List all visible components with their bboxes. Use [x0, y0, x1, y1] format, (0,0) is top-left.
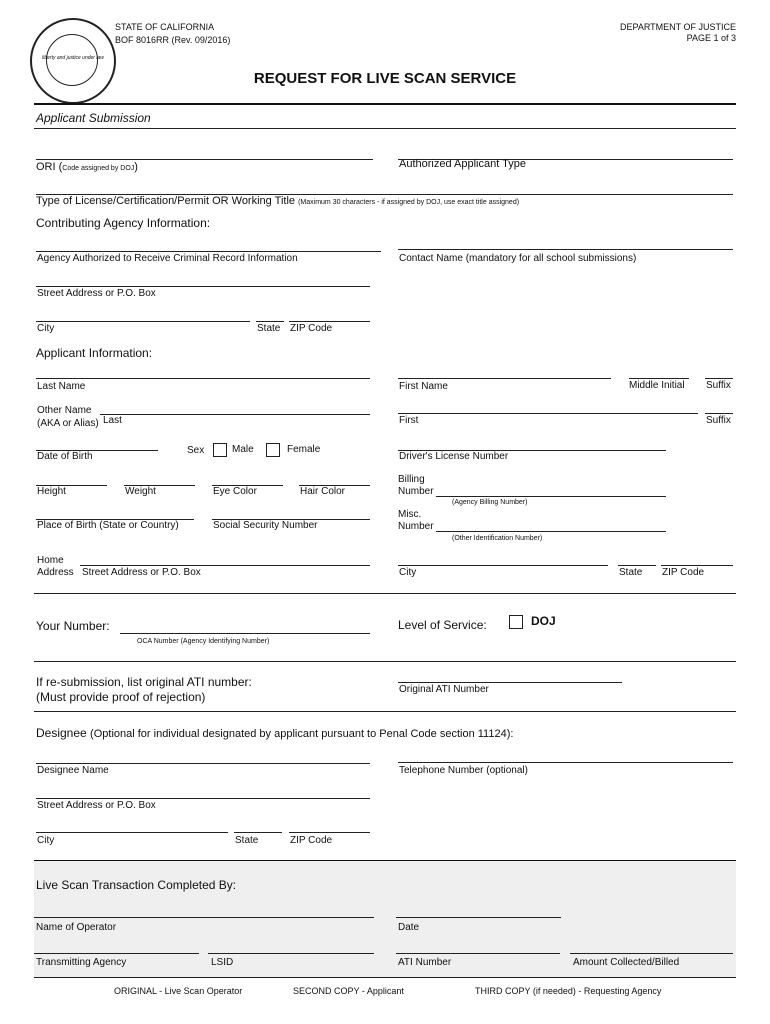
- ori-label: ORI (Code assigned by DOJ): [36, 161, 138, 173]
- billing-label-2: Number: [398, 486, 434, 497]
- footer-third-copy: THIRD COPY (if needed) - Requesting Agency: [475, 986, 662, 996]
- form-number: BOF 8016RR (Rev. 09/2016): [115, 35, 231, 45]
- height-label: Height: [37, 486, 66, 497]
- male-label: Male: [232, 444, 254, 455]
- designee-state-field[interactable]: [234, 832, 282, 833]
- transmitting-agency-label: Transmitting Agency: [36, 957, 127, 968]
- doj-checkbox[interactable]: [509, 615, 523, 629]
- agency-state-label: State: [257, 323, 281, 334]
- suffix-field[interactable]: [705, 378, 733, 379]
- live-scan-heading: Live Scan Transaction Completed By:: [36, 878, 237, 892]
- oca-note: OCA Number (Agency Identifying Number): [137, 638, 270, 645]
- home-city-field[interactable]: [398, 565, 608, 566]
- designee-street-label: Street Address or P.O. Box: [37, 800, 156, 811]
- lsid-label: LSID: [211, 957, 234, 968]
- home-zip-label: ZIP Code: [662, 567, 705, 578]
- agency-city-field[interactable]: [36, 321, 250, 322]
- misc-label: Misc.: [398, 509, 422, 520]
- designee-zip-label: ZIP Code: [290, 835, 333, 846]
- contact-field[interactable]: [398, 249, 733, 250]
- home-state-field[interactable]: [618, 565, 656, 566]
- aka-first-label: First: [399, 415, 419, 426]
- home-street-label: Street Address or P.O. Box: [82, 567, 201, 578]
- footer-second-copy: SECOND COPY - Applicant: [293, 986, 404, 996]
- agency-label: Agency Authorized to Receive Criminal Record Information: [37, 253, 298, 264]
- first-name-label: First Name: [399, 381, 448, 392]
- ori-field[interactable]: [36, 159, 373, 160]
- agency-state-field[interactable]: [256, 321, 284, 322]
- section-applicant-submission: Applicant Submission: [36, 111, 151, 125]
- designee-phone-label: Telephone Number (optional): [399, 765, 528, 776]
- aka-suffix-field[interactable]: [705, 413, 733, 414]
- agency-field[interactable]: [36, 251, 381, 252]
- operator-field[interactable]: [34, 917, 374, 918]
- ssn-label: Social Security Number: [213, 520, 318, 531]
- eye-color-label: Eye Color: [213, 486, 257, 497]
- footer-original: ORIGINAL - Live Scan Operator: [114, 986, 243, 996]
- middle-initial-label: Middle Initial: [629, 380, 685, 391]
- middle-initial-field[interactable]: [629, 378, 689, 379]
- agency-street-label: Street Address or P.O. Box: [37, 288, 156, 299]
- page-label: PAGE 1 of 3: [686, 33, 736, 43]
- divider: [34, 977, 736, 978]
- divider: [34, 593, 736, 594]
- divider: [34, 103, 736, 105]
- female-label: Female: [287, 444, 321, 455]
- aka-first-field[interactable]: [398, 413, 698, 414]
- agency-zip-field[interactable]: [289, 321, 370, 322]
- drivers-license-label: Driver's License Number: [399, 451, 509, 462]
- oca-number-field[interactable]: [120, 633, 370, 634]
- doj-label: DOJ: [531, 614, 556, 628]
- suffix-label: Suffix: [706, 380, 731, 391]
- aka-last-field[interactable]: [100, 414, 370, 415]
- section-contributing-agency: Contributing Agency Information:: [36, 216, 211, 230]
- home-street-field[interactable]: [80, 565, 370, 566]
- resubmission-label: If re-submission, list original ATI number:: [36, 675, 252, 689]
- divider: [34, 711, 736, 712]
- home-zip-field[interactable]: [661, 565, 733, 566]
- transmitting-agency-field[interactable]: [34, 953, 199, 954]
- state-label: STATE OF CALIFORNIA: [115, 22, 215, 32]
- divider: [34, 128, 736, 129]
- home-state-label: State: [619, 567, 643, 578]
- aka-last-label: Last: [103, 415, 122, 426]
- original-ati-label: Original ATI Number: [399, 684, 489, 695]
- level-of-service-label: Level of Service:: [398, 618, 487, 632]
- misc-label-2: Number: [398, 521, 434, 532]
- last-name-field[interactable]: [36, 378, 370, 379]
- designee-city-field[interactable]: [36, 832, 228, 833]
- home-city-label: City: [399, 567, 417, 578]
- form-title: REQUEST FOR LIVE SCAN SERVICE: [253, 70, 517, 87]
- resubmission-note: (Must provide proof of rejection): [36, 690, 206, 704]
- last-name-label: Last Name: [37, 381, 86, 392]
- license-label: Type of License/Certification/Permit OR Working Title (Maximum 30 characters - if assigned by DOJ, use exact title assigned): [36, 195, 520, 207]
- date-label: Date: [398, 922, 420, 933]
- lsid-field[interactable]: [208, 953, 374, 954]
- misc-field[interactable]: [436, 531, 666, 532]
- designee-name-label: Designee Name: [37, 765, 109, 776]
- pob-label: Place of Birth (State or Country): [37, 520, 179, 531]
- your-number-label: Your Number:: [36, 619, 110, 633]
- designee-phone-field[interactable]: [398, 762, 733, 763]
- aka-suffix-label: Suffix: [706, 415, 731, 426]
- address-label: Address: [37, 567, 74, 578]
- sex-label: Sex: [187, 445, 205, 456]
- ati-number-label: ATI Number: [398, 957, 452, 968]
- doj-seal: [30, 18, 116, 104]
- other-name-label: Other Name: [37, 405, 92, 416]
- department-label: DEPARTMENT OF JUSTICE: [619, 22, 736, 32]
- contact-label: Contact Name (mandatory for all school submissions): [399, 253, 637, 264]
- authorized-type-label: Authorized Applicant Type: [399, 158, 526, 170]
- agency-zip-label: ZIP Code: [290, 323, 333, 334]
- home-label: Home: [37, 555, 64, 566]
- billing-label: Billing: [398, 474, 425, 485]
- designee-city-label: City: [37, 835, 55, 846]
- aka-label: (AKA or Alias): [37, 418, 99, 429]
- amount-label: Amount Collected/Billed: [573, 957, 680, 968]
- operator-label: Name of Operator: [36, 922, 117, 933]
- billing-note: (Agency Billing Number): [452, 499, 528, 506]
- date-field[interactable]: [396, 917, 561, 918]
- male-checkbox[interactable]: [213, 443, 227, 457]
- designee-zip-field[interactable]: [289, 832, 370, 833]
- designee-street-field[interactable]: [36, 798, 370, 799]
- weight-label: Weight: [125, 486, 156, 497]
- dob-label: Date of Birth: [37, 451, 93, 462]
- designee-heading: Designee (Optional for individual designated by applicant pursuant to Penal Code section 11124):: [36, 726, 514, 740]
- seal-motto: liberty and justice under law: [42, 55, 104, 61]
- agency-street-field[interactable]: [36, 286, 370, 287]
- ati-number-field[interactable]: [396, 953, 560, 954]
- misc-note: (Other Identification Number): [452, 535, 543, 542]
- billing-field[interactable]: [436, 496, 666, 497]
- amount-field[interactable]: [570, 953, 733, 954]
- female-checkbox[interactable]: [266, 443, 280, 457]
- first-name-field[interactable]: [398, 378, 611, 379]
- original-ati-field[interactable]: [398, 682, 622, 683]
- section-applicant-info: Applicant Information:: [36, 346, 153, 360]
- hair-color-label: Hair Color: [300, 486, 346, 497]
- agency-city-label: City: [37, 323, 55, 334]
- designee-name-field[interactable]: [36, 763, 370, 764]
- designee-state-label: State: [235, 835, 259, 846]
- divider: [34, 661, 736, 662]
